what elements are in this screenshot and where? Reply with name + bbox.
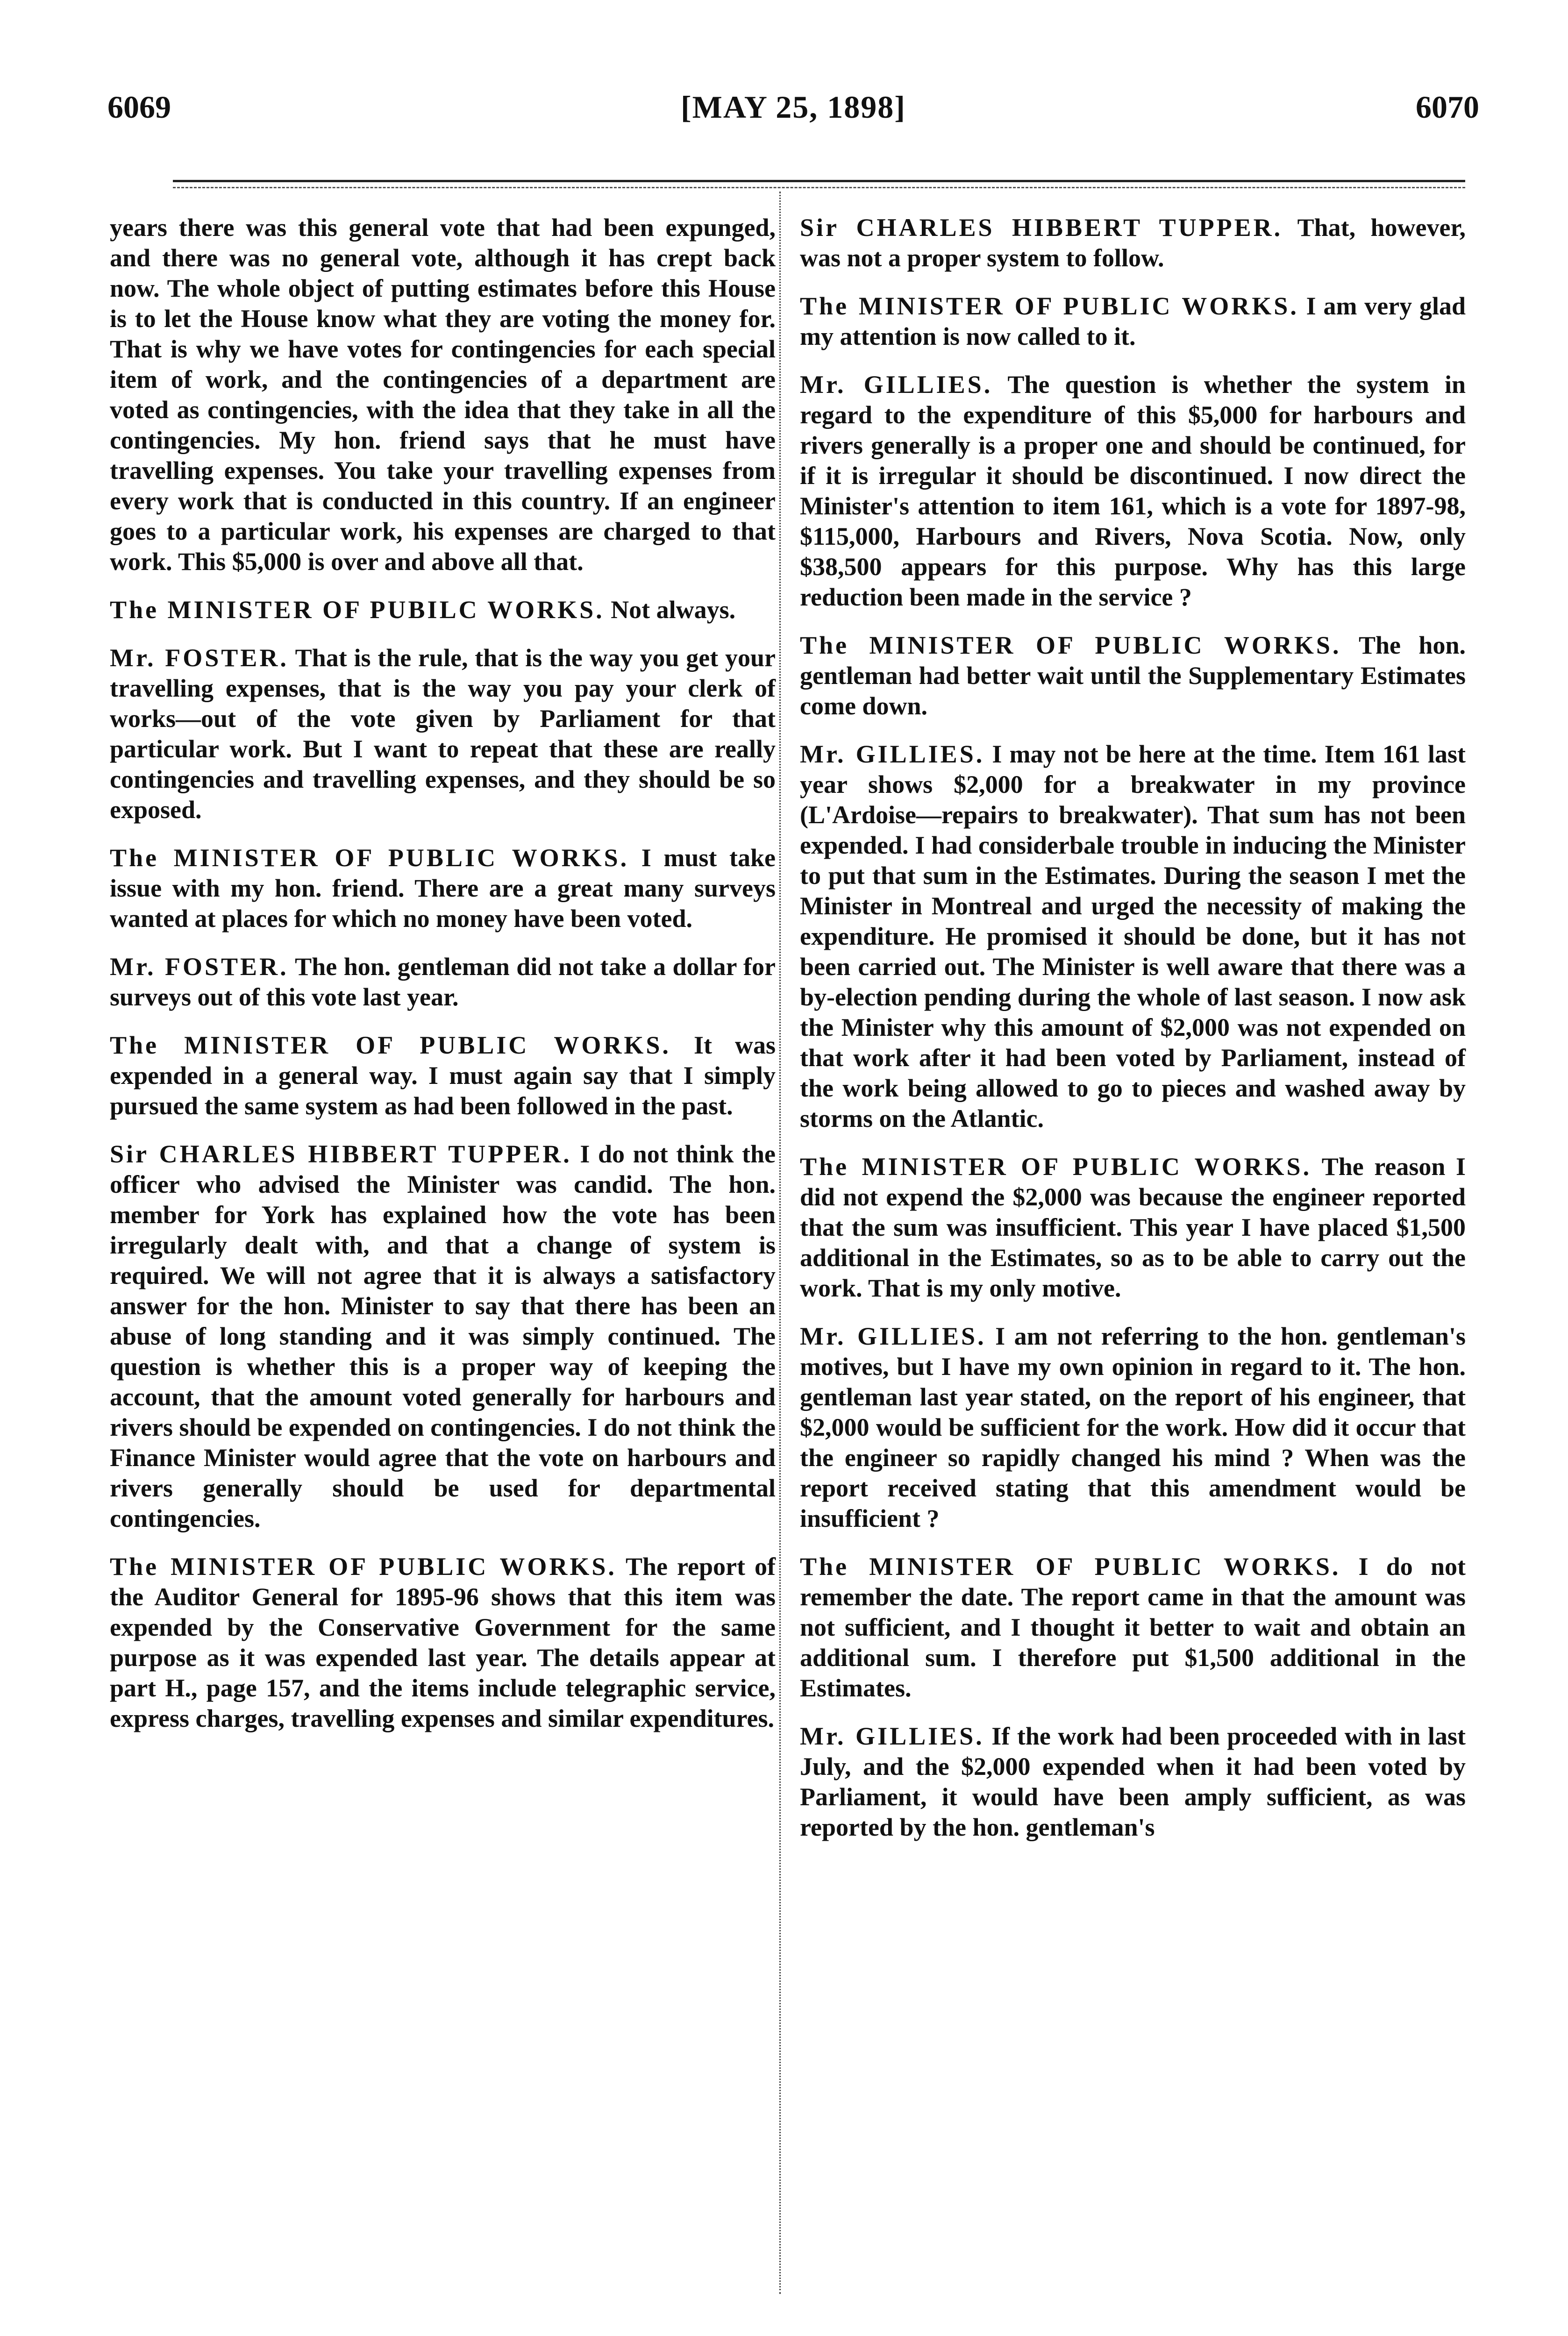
paragraph-text: Not always.: [611, 596, 736, 624]
speaker-name: Sir CHARLES HIBBERT TUPPER.: [800, 214, 1283, 242]
speaker-name: The MINISTER OF PUBLIC WORKS.: [110, 1031, 671, 1059]
paragraph: [110, 843, 776, 934]
header-rule-dashed: [173, 187, 1465, 188]
left-column: [110, 213, 776, 1752]
paragraph-text: I may not be here at the time. Item 161 last year shows $2,000 for a breakwater in my province (L'Ardoise—repairs to breakwater). That sum has not been expended. I had considerbale trouble in inducing the Minister to put that sum in the Estimates. During the season I met the Minister in Montreal and urged the necessity of making the expenditure. He promised it should be done, but it has not been carried out. The Minister is well aware that there was a by-election pending during the whole of last season. I now ask the Minister why this amount of $2,000 was not expended on that work after it had been voted by Parliament, instead of the work being allowed to go to pieces and washed away by storms on the Atlantic.: [800, 740, 1466, 1132]
paragraph-text: I do not remember the date. The report came in that the amount was not sufficient, and I thought it better to wait and obtain an additional sum. I therefore put $1,500 additional in the Estimates.: [800, 1553, 1466, 1702]
page-header: [107, 89, 1479, 145]
paragraph: [110, 213, 776, 577]
paragraph-text: The hon. gentleman had better wait until the Supplementary Estimates come down.: [800, 631, 1466, 720]
paragraph-text: That is the rule, that is the way you get your travelling expenses, that is the way you pay your clerk of works—out of the vote given by Parliament for that particular work. But I want to repeat that these are really contingencies and travelling expenses, and they should be so exposed.: [110, 644, 776, 824]
page-date: [MAY 25, 1898]: [681, 89, 906, 125]
speaker-name: The MINISTER OF PUBLIC WORKS.: [110, 1553, 617, 1581]
paragraph-text: That, however, was not a proper system to follow.: [800, 214, 1466, 272]
speaker-name: Mr. FOSTER.: [110, 953, 289, 981]
paragraph: [110, 643, 776, 825]
paragraph-text: I am not referring to the hon. gentleman's motives, but I have my own opinion in regard to it. The hon. gentleman last year stated, on the report of his engineer, that $2,000 would be sufficient for the work. How did it occur that the engineer so rapidly changed his mind ? When was the report received stating that this amendment would be insufficient ?: [800, 1322, 1466, 1532]
paragraph: [800, 1721, 1466, 1843]
paragraph-text: If the work had been proceeded with in last July, and the $2,000 expended when it had been voted by Parliament, it would have been amply sufficient, as was reported by the hon. gentleman's: [800, 1722, 1466, 1841]
paragraph: [800, 1321, 1466, 1534]
speaker-name: The MINISTER OF PUBLIC WORKS.: [800, 631, 1341, 659]
paragraph: [110, 952, 776, 1012]
speaker-name: The MINISTER OF PUBLIC WORKS.: [110, 844, 629, 872]
paragraph-text: I must take issue with my hon. friend. There are a great many surveys wanted at places for which no money have been voted.: [110, 844, 776, 933]
right-column: [800, 213, 1466, 1860]
paragraph: [800, 1152, 1466, 1303]
paragraph-text: The question is whether the system in regard to the expenditure of this $5,000 for harbours and rivers generally is a proper one and should be continued, for if it is irregular it should be discontinued. I now direct the Minister's attention to item 161, which is a vote for 1897-98, $115,000, Harbours and Rivers, Nova Scotia. Now, only $38,500 appears for this purpose. Why has this large reduction been made in the service ?: [800, 370, 1466, 611]
paragraph: [800, 370, 1466, 612]
paragraph: [110, 595, 776, 625]
speaker-name: The MINISTER OF PUBLIC WORKS.: [800, 1553, 1341, 1581]
paragraph: [800, 291, 1466, 352]
speaker-name: Sir CHARLES HIBBERT TUPPER.: [110, 1140, 572, 1168]
paragraph-text: The hon. gentleman did not take a dollar for surveys out of this vote last year.: [110, 953, 776, 1011]
paragraph: [110, 1552, 776, 1734]
paragraph: [800, 213, 1466, 273]
column-divider: [779, 192, 781, 2294]
paragraph-text: years there was this general vote that had been expunged, and there was no general vote, although it has crept back now. The whole object of putting estimates before this House is to let the House know what they are voting the money for. That is why we have votes for contingencies for each special item of work, and the contingencies of a department are voted as contingencies, with the idea that they take in all the contingencies. My hon. friend says that he must have travelling expenses. You take your travelling expenses from every work that is conducted in this country. If an engineer goes to a particular work, his expenses are charged to that work. This $5,000 is over and above all that.: [110, 214, 776, 576]
speaker-name: Mr. FOSTER.: [110, 644, 289, 672]
speaker-name: The MINISTER OF PUBLIC WORKS.: [800, 1153, 1312, 1181]
page-number-right: 6070: [1416, 89, 1479, 125]
paragraph: [800, 739, 1466, 1134]
paragraph-text: I do not think the officer who advised the Minister was candid. The hon. member for York has explained how the vote has been irregularly dealt with, and that a change of system is required. We will not agree that it is always a satisfactory answer for the hon. Minister to say that there has been an abuse of long standing and it was simply continued. The question is whether this is a proper way of keeping the account, that the amount voted generally for harbours and rivers should be expended on contingencies. I do not think the Finance Minister would agree that the vote on harbours and rivers generally should be used for departmental contingencies.: [110, 1140, 776, 1532]
speaker-name: The MINISTER OF PUBLIC WORKS.: [800, 292, 1299, 320]
paragraph-text: I am very glad my attention is now called to it.: [800, 292, 1466, 350]
paragraph: [110, 1139, 776, 1534]
paragraph: [800, 1552, 1466, 1703]
speaker-name: Mr. GILLIES.: [800, 370, 993, 399]
paragraph-text: The report of the Auditor General for 1895-96 shows that this item was expended by the Conservative Government for the same purpose as it was expended last year. The details appear at part H., page 157, and the items include telegraphic service, express charges, travelling expenses and similar expenditures.: [110, 1553, 776, 1732]
speaker-name: Mr. GILLIES.: [800, 740, 985, 768]
speaker-name: The MINISTER OF PUBILC WORKS.: [110, 596, 605, 624]
paragraph: [110, 1030, 776, 1121]
paragraph: [800, 630, 1466, 721]
header-rule: [173, 180, 1465, 182]
speaker-name: Mr. GILLIES.: [800, 1322, 986, 1350]
speaker-name: Mr. GILLIES.: [800, 1722, 984, 1750]
page-number-left: 6069: [107, 89, 171, 125]
paragraph-text: The reason I did not expend the $2,000 was because the engineer reported that the sum was insufficient. This year I have placed $1,500 additional in the Estimates, so as to be able to carry out the work. That is my only motive.: [800, 1153, 1466, 1302]
paragraph-text: It was expended in a general way. I must again say that I simply pursued the same system as had been followed in the past.: [110, 1031, 776, 1120]
